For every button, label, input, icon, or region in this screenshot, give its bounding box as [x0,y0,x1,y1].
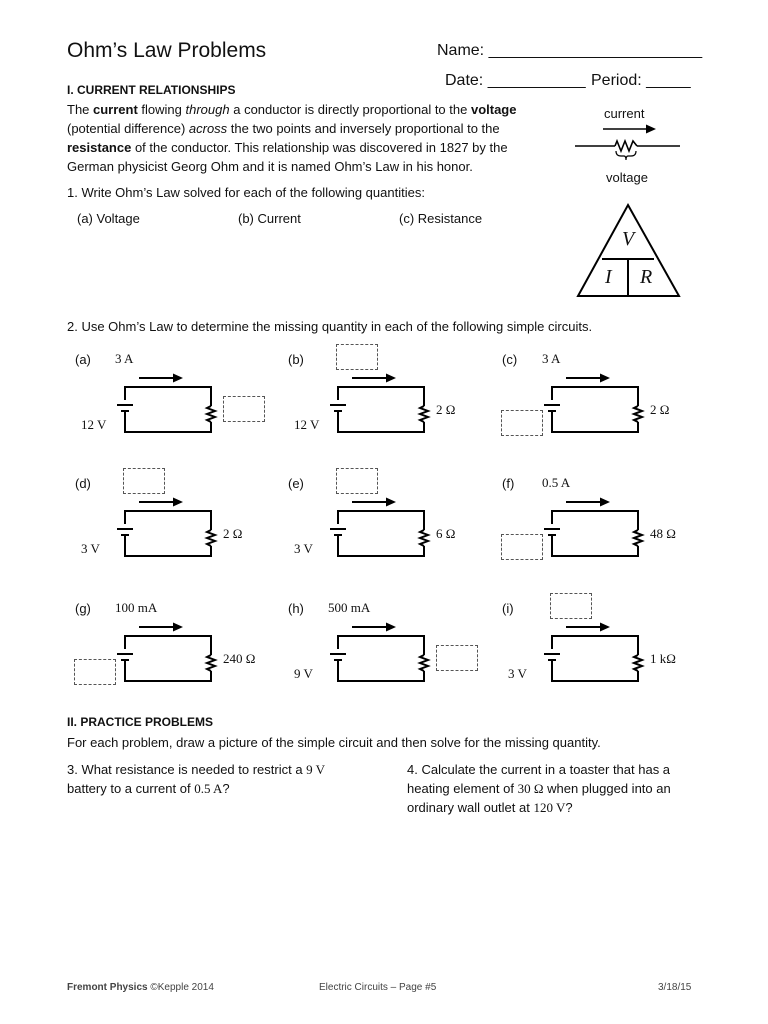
current-arrow-head [646,125,656,134]
circuit-h-wire-bottom [338,661,424,681]
footer-left [67,982,214,993]
intro-italic-through: through [185,102,230,117]
triangle-r: R [640,266,653,288]
date-label: Date: [445,72,484,89]
intro-italic-across: across [188,121,228,136]
section-2-instructions: For each problem, draw a picture of the simple circuit and then solve for the missing quantity. [67,735,601,750]
circuit-e-label: (e) [288,476,304,491]
intro-text: flowing [137,102,186,117]
circuit-a-label: (a) [75,352,91,367]
circuit-i-diagram [542,615,682,685]
circuit-d-label: (d) [75,476,91,491]
diagram-current-label: current [604,106,645,121]
diagram-voltage-label: voltage [606,170,648,185]
triangle-v: V [622,228,635,250]
circuit-g-diagram [115,615,255,685]
circuit-a-wire-top [125,387,211,406]
section-2-heading: II. PRACTICE PROBLEMS [67,715,214,729]
circuit-d-wire-top [125,511,211,530]
resistor-diagram [570,120,685,170]
circuit-c-current: 3 A [542,351,561,366]
circuit-b-wire-top [338,387,424,406]
circuit-i-voltage: 3 V [508,666,527,681]
period-label: Period: [591,72,642,89]
circuit-f-wire-bottom [552,536,638,556]
intro-text: the two points and inversely proportional to the [227,121,500,136]
circuit-i-label: (i) [502,601,514,616]
q1-part-c: (c) Resistance [399,211,483,226]
name-field[interactable] [437,42,702,60]
circuit-i-wire-top [552,636,638,655]
p4-text: 4. Calculate the current in a toaster that has a [407,762,671,777]
circuit-h-diagram [328,615,468,685]
date-field[interactable] [445,72,586,90]
ohms-law-triangle [576,203,682,299]
circuit-b-voltage: 12 V [294,417,320,432]
circuit-c-wire-top [552,387,638,406]
p3-text: battery to a current of [67,781,195,796]
circuit-g-current: 100 mA [115,600,158,615]
intro-bold-voltage: voltage [470,102,517,117]
period-field[interactable] [591,72,691,90]
circuit-i-arrow-head [600,623,610,632]
circuit-b-wire-bottom [338,412,424,432]
circuit-a-wire-bottom [125,412,211,432]
circuit-c-wire-bottom [552,412,638,432]
section-1-heading: I. CURRENT RELATIONSHIPS [67,83,236,97]
resistor-zigzag [615,141,637,151]
circuit-d-arrow-head [173,498,183,507]
circuit-f-current: 0.5 A [542,475,571,490]
q1-part-b: (b) Current [238,211,301,226]
intro-text: (potential difference) [67,121,189,136]
date-blank: ___________ [487,72,586,89]
circuit-b-label: (b) [288,352,304,367]
circuit-b-diagram [328,366,468,436]
question-1: 1. Write Ohm’s Law solved for each of the following quantities: [67,185,425,200]
circuit-c-diagram [542,366,682,436]
p4-text: ordinary wall outlet at [407,800,534,815]
circuit-g-arrow-head [173,623,183,632]
circuit-i-resistance: 1 kΩ [650,651,676,666]
circuit-g-wire-bottom [125,661,211,681]
voltage-brace [616,151,636,160]
circuit-e-wire-top [338,511,424,530]
circuit-g-label: (g) [75,601,91,616]
circuit-a-resistor [207,406,215,422]
circuit-e-arrow-head [386,498,396,507]
intro-bold-resistance: resistance [67,140,132,155]
circuit-h-voltage: 9 V [294,666,313,681]
intro-text: of the conductor. This relationship was discovered in 1827 by the [131,140,508,155]
circuit-b-resistor [420,406,428,422]
q1-part-a: (a) Voltage [77,211,140,226]
problem-3 [67,760,325,798]
circuit-a-current: 3 A [115,351,134,366]
circuit-c-arrow-head [600,374,610,383]
circuit-f-resistance: 48 Ω [650,526,676,541]
footer-center: Electric Circuits – Page #5 [319,982,437,993]
triangle-i: I [605,266,612,288]
name-blank: ________________________ [488,42,703,59]
circuit-f-arrow-head [600,498,610,507]
circuit-e-wire-bottom [338,536,424,556]
p3-voltage: 9 V [306,762,326,777]
circuit-g-wire-top [125,636,211,655]
p4-resistance: 30 Ω [517,781,544,796]
circuit-h-current: 500 mA [328,600,371,615]
p3-text: ? [222,781,230,796]
p4-text: heating element of [407,781,518,796]
circuit-e-resistance: 6 Ω [436,526,456,541]
circuit-d-voltage: 3 V [81,541,100,556]
intro-text: German physicist Georg Ohm and it is named Ohm’s Law in his honor. [67,159,473,174]
circuit-a-diagram [115,366,255,436]
intro-text: The [67,102,94,117]
circuit-h-arrow-head [386,623,396,632]
circuit-f-resistor [634,530,642,546]
circuit-a-arrow-head [173,374,183,383]
circuit-d-resistance: 2 Ω [223,526,243,541]
circuit-e-voltage: 3 V [294,541,313,556]
name-label: Name: [437,42,485,59]
page-title: Ohm’s Law Problems [67,39,267,62]
circuit-d-resistor [207,530,215,546]
p4-text: ? [565,800,573,815]
p3-current: 0.5 A [194,781,223,796]
period-blank: _____ [646,72,691,89]
intro-text: a conductor is directly proportional to the [229,102,471,117]
intro-paragraph [67,100,557,176]
circuit-f-wire-top [552,511,638,530]
circuit-h-label: (h) [288,601,304,616]
footer-org: Fremont Physics [67,982,148,993]
circuit-c-resistor [634,406,642,422]
circuit-i-wire-bottom [552,661,638,681]
circuit-b-arrow-head [386,374,396,383]
footer-right: 3/18/15 [658,982,692,993]
intro-bold-current: current [93,102,138,117]
p3-text: 3. What resistance is needed to restrict a [67,762,307,777]
circuit-a-voltage: 12 V [81,417,107,432]
circuit-b-resistance: 2 Ω [436,402,456,417]
circuit-d-wire-bottom [125,536,211,556]
circuit-e-diagram [328,490,468,560]
circuit-e-resistor [420,530,428,546]
circuit-d-diagram [115,490,255,560]
circuit-f-voltage-blank[interactable] [501,534,543,560]
circuit-h-wire-top [338,636,424,655]
circuit-c-resistance: 2 Ω [650,402,670,417]
circuit-c-voltage-blank[interactable] [501,410,543,436]
circuit-f-label: (f) [502,476,515,491]
p4-voltage: 120 V [533,800,566,815]
circuit-g-resistor [207,655,215,671]
circuit-h-resistor [420,655,428,671]
circuit-g-voltage-blank[interactable] [74,659,116,685]
p4-text: when plugged into an [543,781,671,796]
question-2: 2. Use Ohm’s Law to determine the missing quantity in each of the following simple circuits. [67,319,593,334]
circuit-g-resistance: 240 Ω [223,651,256,666]
circuit-i-resistor [634,655,642,671]
problem-4 [407,760,671,817]
circuit-c-label: (c) [502,352,518,367]
footer-copyright: ©Kepple 2014 [147,982,214,993]
circuit-f-diagram [542,490,682,560]
